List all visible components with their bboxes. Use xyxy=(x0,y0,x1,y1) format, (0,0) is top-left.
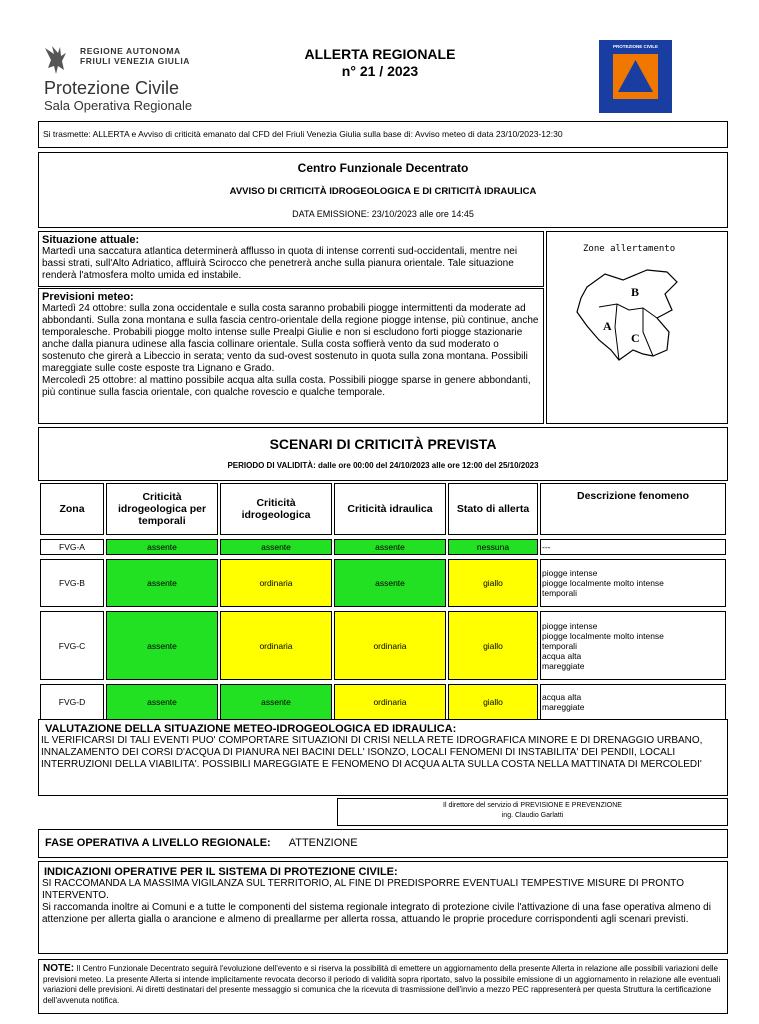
triangle-emblem-icon xyxy=(599,40,672,113)
indications-label: INDICAZIONI OPERATIVE PER IL SISTEMA DI PROTEZIONE CIVILE: xyxy=(44,866,398,878)
table-row xyxy=(40,539,726,555)
cell-idraulica: ordinaria xyxy=(334,684,446,720)
alert-title: ALLERTA REGIONALE xyxy=(304,46,456,62)
emission-date: DATA EMISSIONE: 23/10/2023 alle ore 14:45 xyxy=(292,209,474,219)
phase-value: ATTENZIONE xyxy=(288,837,358,849)
situation-text: Martedì una saccatura atlantica determinerà afflusso in quota di intense correnti sud-occidentali, mentre nei bassi strati, sull'Alto Adriatico, affluirà Scirocco che penetrerà anche sulla pianura orientale. Tale situazione renderà l'atmosfera molto umida ed instabile. xyxy=(42,246,518,281)
scenarios-title: SCENARI DI CRITICITÀ PREVISTA xyxy=(269,436,497,452)
forecast-label: Previsioni meteo: xyxy=(42,291,134,303)
table-header-row xyxy=(40,483,726,535)
operational-indications xyxy=(38,861,728,954)
evaluation-label: VALUTAZIONE DELLA SITUAZIONE METEO-IDROGEOLOGICA ED IDRAULICA: xyxy=(45,723,457,735)
region-line1: REGIONE AUTONOMA xyxy=(80,46,181,56)
cell-idraulica: assente xyxy=(334,539,446,555)
region-map-icon xyxy=(547,232,729,425)
eagle-icon xyxy=(42,44,70,76)
table-row xyxy=(40,559,726,607)
cell-idrogeologica: assente xyxy=(220,539,332,555)
phase-label: FASE OPERATIVA A LIVELLO REGIONALE: xyxy=(45,837,271,849)
region-logo xyxy=(40,42,230,114)
civil-protection-logo xyxy=(599,40,672,113)
cell-stato: giallo xyxy=(448,559,538,607)
director-name: ing. Claudio Garlatti xyxy=(501,812,564,819)
indications-text: Si raccomanda inoltre ai Comuni e a tutte le componenti del sistema regionale integrato di protezione civile l'attivazione di una fase operativa almeno di attenzione per allerta gialla o arancione e almeno di preallarme per allerta rossa, attuando le proprie procedure corrispondenti agli scenari previsti. xyxy=(42,902,711,925)
zone-label-a: A xyxy=(603,319,612,333)
cfd-box xyxy=(38,152,728,228)
cfd-subtitle: AVVISO DI CRITICITÀ IDROGEOLOGICA E DI CRITICITÀ IDRAULICA xyxy=(229,186,537,197)
cell-temporali: assente xyxy=(106,539,218,555)
pc-logo-text: PROTEZIONE CIVILE xyxy=(612,44,658,49)
cell-idrogeologica: ordinaria xyxy=(220,611,332,680)
cell-descrizione: piogge intense piogge localmente molto intense temporali acqua alta mareggiate xyxy=(540,611,726,680)
cell-zona: FVG-D xyxy=(40,684,104,720)
pc-subtitle: Sala Operativa Regionale xyxy=(44,98,193,113)
cell-idrogeologica: assente xyxy=(220,684,332,720)
scenarios-box xyxy=(38,427,728,481)
col-header-temporali: Criticità idrogeologica per temporali xyxy=(106,483,218,535)
cell-idraulica: ordinaria xyxy=(334,611,446,680)
col-header-idraulica: Criticità idraulica xyxy=(334,483,446,535)
cell-stato: nessuna xyxy=(448,539,538,555)
evaluation-box xyxy=(38,719,728,796)
situation-label: Situazione attuale: xyxy=(42,234,140,246)
cell-descrizione: acqua alta mareggiate xyxy=(540,684,726,720)
cfd-title: Centro Funzionale Decentrato xyxy=(297,161,469,175)
cell-descrizione: piogge intense piogge localmente molto intense temporali xyxy=(540,559,726,607)
cell-stato: giallo xyxy=(448,611,538,680)
col-header-stato: Stato di allerta xyxy=(448,483,538,535)
zones-map-title: Zone allertamento xyxy=(583,244,676,254)
director-signature xyxy=(337,798,728,826)
region-line2: FRIULI VENEZIA GIULIA xyxy=(80,56,191,66)
col-header-descrizione: Descrizione fenomeno xyxy=(540,483,726,535)
cell-temporali: assente xyxy=(106,559,218,607)
col-header-idrogeologica: Criticità idrogeologica xyxy=(220,483,332,535)
cell-zona: FVG-B xyxy=(40,559,104,607)
validity-period: PERIODO DI VALIDITÀ: dalle ore 00:00 del 24/10/2023 alle ore 12:00 del 25/10/2023 xyxy=(227,461,539,470)
pc-title: Protezione Civile xyxy=(44,78,180,98)
cell-zona: FVG-C xyxy=(40,611,104,680)
cell-temporali: assente xyxy=(106,611,218,680)
transmission-line: Si trasmette: ALLERTA e Avviso di criticità emanato dal CFD del Friuli Venezia Giulia sulla base di: Avviso meteo di data 23/10/2023-12:30 xyxy=(38,121,728,148)
zones-map xyxy=(546,231,728,424)
cell-idrogeologica: ordinaria xyxy=(220,559,332,607)
note-text: Il Centro Funzionale Decentrato seguirà l'evoluzione dell'evento e si riserva la possibilità di emettere un aggiornamento della presente Allerta in relazione alle possibili variazioni delle previsioni meteo. La presente Allerta si intende implicitamente revocata decorso il periodo di validità sopra riportato, salvo la possibile emissione di un aggiornamento in relazione alle eventuali variazioni delle previsioni. Ai diretti destinatari del presente messaggio si comunica che la ricevuta di trasmissione dell'invio a mezzo PEC rappresenterà per questa Struttura la certificazione dell'avvenuta notifica. xyxy=(43,964,721,1005)
note-label: NOTE: xyxy=(43,963,75,974)
cell-temporali: assente xyxy=(106,684,218,720)
cell-stato: giallo xyxy=(448,684,538,720)
evaluation-text: IL VERIFICARSI DI TALI EVENTI PUO' COMPORTARE SITUAZIONI DI CRISI NELLA RETE IDROGRAFICA MINORE E DI DRENAGGIO URBANO, INNALZAMENTO DEI CORSI D'ACQUA DI PIANURA NEI BACINI DELL' ISONZO, LOCALI FENOMENI DI INSTABILITA' DEI PENDII, LOCALI INTERRUZIONI DELLA VIABILITA'. POSSIBILI MAREGGIATE E FENOMENO DI ACQUA ALTA SULLA COSTA NELLA MATTINATA DI MERCOLEDI' xyxy=(41,735,703,770)
alert-number: n° 21 / 2023 xyxy=(341,63,419,79)
director-title: Il direttore del servizio di PREVISIONE E PREVENZIONE xyxy=(443,802,622,809)
criticality-table xyxy=(38,483,728,720)
zone-label-c: C xyxy=(631,331,640,345)
cell-zona: FVG-A xyxy=(40,539,104,555)
zone-label-b: B xyxy=(631,285,640,299)
operational-phase xyxy=(38,829,728,858)
cell-idraulica: assente xyxy=(334,559,446,607)
cell-descrizione: --- xyxy=(540,539,726,555)
col-header-zona: Zona xyxy=(40,483,104,535)
indications-caps: SI RACCOMANDA LA MASSIMA VIGILANZA SUL TERRITORIO, AL FINE DI PREDISPORRE EVENTUALI TEMPESTIVE MISURE DI PRONTO INTERVENTO. xyxy=(42,878,684,901)
weather-forecast xyxy=(38,288,544,424)
forecast-text: Martedì 24 ottobre: sulla zona occidentale e sulla costa saranno probabili piogge intermittenti da moderate ad abbondanti. Sulla zona montana e sulla fascia centro-orientale della regione piogge intense, più continue, anche temporalesche. Probabili piogge molto intense sulle Prealpi Giulie e non si escludono forti piogge stazionarie anche dalla pianura udinese alla fascia collinare orientale. Sulla costa soffierà vento da sud moderato o sostenuto che girerà a Libeccio in serata; vento da sud-ovest sostenuto in quota sulla zona montana. Possibili mareggiate sulle coste esposte tra Lignano e Grado. Mercoledì 25 ottobre: al mattino possibile acqua alta sulla costa. Possibili piogge sparse in genere abbondanti, più continue sulla fascia orientale, con qualche rovescio e qualche temporale. xyxy=(42,303,539,398)
table-row xyxy=(40,684,726,720)
alert-heading xyxy=(300,46,460,80)
table-row xyxy=(40,611,726,680)
note-box xyxy=(38,959,728,1014)
current-situation xyxy=(38,231,544,287)
